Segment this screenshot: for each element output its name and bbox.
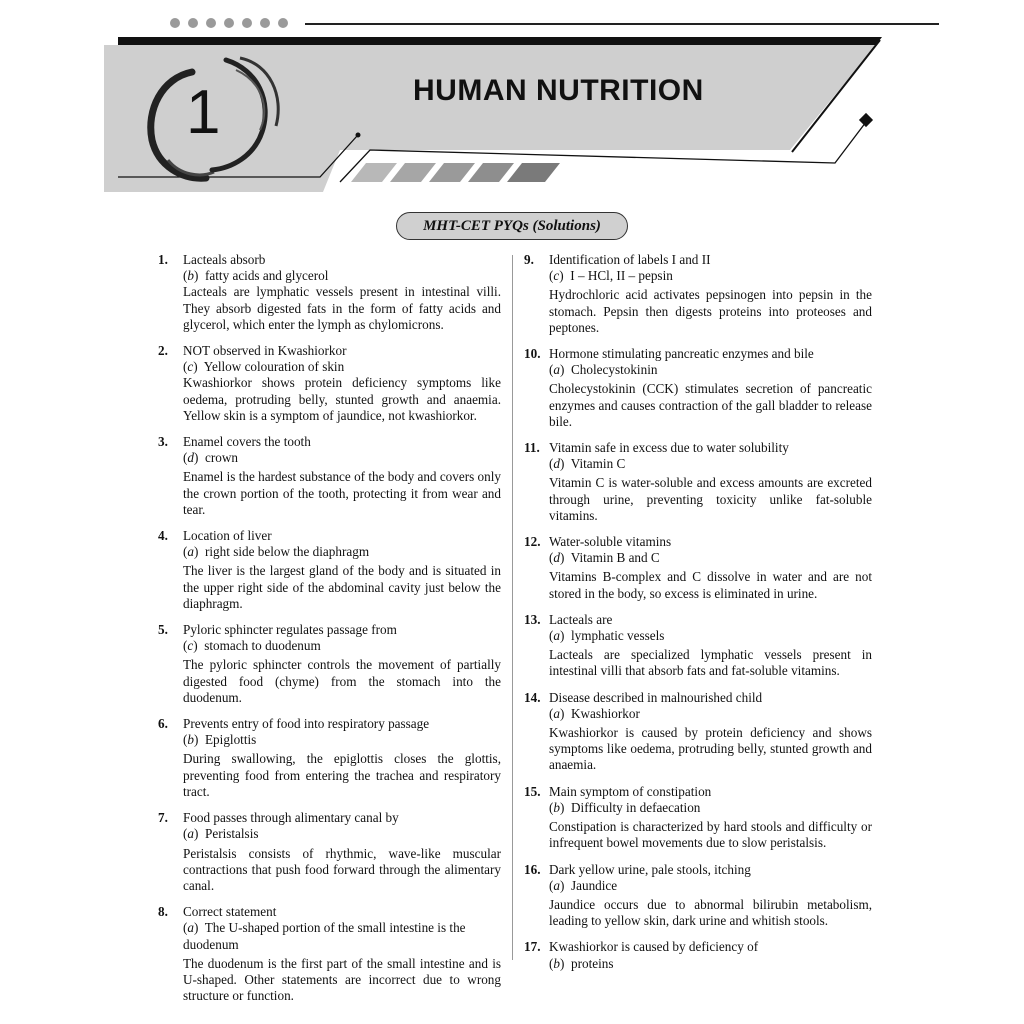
answer-option: a	[187, 826, 194, 842]
answer-text: fatty acids and glycerol	[205, 268, 329, 284]
question-number: 10.	[524, 346, 541, 362]
answer-option: a	[553, 705, 560, 721]
answer-text: Peristalsis	[205, 826, 259, 842]
answer-option: a	[553, 628, 560, 644]
question-number: 3.	[158, 434, 168, 450]
question-number: 14.	[524, 689, 541, 705]
answer-line: (d) crown	[183, 450, 238, 466]
answer-text: I – HCl, II – pepsin	[570, 268, 673, 284]
section-title: MHT-CET PYQs (Solutions)	[423, 217, 601, 234]
answer-text: Jaundice	[571, 877, 618, 893]
answer-line: (c) I – HCl, II – pepsin	[549, 268, 673, 284]
question-text: Disease described in malnourished child	[549, 689, 763, 705]
answer-text: Cholecystokinin	[571, 362, 658, 378]
question-number: 2.	[158, 343, 168, 359]
question-text: Vitamin safe in excess due to water solubility	[549, 440, 789, 456]
solution-item	[524, 784, 872, 852]
explanation-text: Enamel is the hardest substance of the body and covers only the crown portion of the tooth, protecting it from wear and tear.	[183, 469, 501, 517]
question-number: 15.	[524, 783, 541, 799]
explanation-text: Vitamin C is water-soluble and excess amounts are excreted through urine, preventing toxicity unlike fat-soluble vitamins.	[549, 475, 872, 523]
answer-line: (d) Vitamin C	[549, 456, 626, 472]
answer-line: (a) Jaundice	[549, 877, 618, 893]
answer-text: The U-shaped portion of the small intestine is the duodenum	[183, 920, 466, 952]
column-divider	[512, 255, 513, 960]
explanation-text: Kwashiorkor is caused by protein deficiency and shows symptoms like oedema, protruding belly, stunted growth and anaemia.	[549, 725, 872, 773]
answer-text: lymphatic vessels	[571, 628, 665, 644]
answer-option: a	[553, 362, 560, 378]
answer-option: d	[553, 550, 560, 566]
answer-line: (d) Vitamin B and C	[549, 550, 660, 566]
answer-text: crown	[205, 450, 238, 466]
solution-item	[158, 252, 501, 333]
solution-item	[524, 534, 872, 602]
question-text: Water-soluble vitamins	[549, 534, 672, 550]
answer-text: right side below the diaphragm	[205, 544, 370, 560]
question-number: 8.	[158, 904, 168, 920]
answer-line: (b) proteins	[549, 955, 614, 971]
question-text: Identification of labels I and II	[549, 252, 711, 267]
question-text: Lacteals absorb	[183, 252, 266, 267]
answer-text: Difficulty in defaecation	[571, 799, 701, 815]
answer-line: (a) Kwashiorkor	[549, 705, 640, 721]
answer-text: Yellow colouration of skin	[203, 359, 345, 375]
solution-item	[158, 434, 501, 518]
question-text: Dark yellow urine, pale stools, itching	[549, 861, 751, 877]
question-number: 12.	[524, 534, 541, 550]
answer-option: c	[187, 359, 194, 375]
answer-option: d	[187, 450, 194, 466]
explanation-text: Vitamins B-complex and C dissolve in water and are not stored in the body, so excess is eliminated in urine.	[549, 569, 872, 601]
question-text: Enamel covers the tooth	[183, 434, 311, 450]
explanation-text: Jaundice occurs due to abnormal bilirubin metabolism, leading to yellow skin, dark urine and whitish stools.	[549, 896, 872, 929]
solution-item	[158, 528, 501, 612]
answer-line: (b) Difficulty in defaecation	[549, 799, 701, 815]
answer-line: (b) fatty acids and glycerol	[183, 268, 329, 284]
solution-item	[524, 346, 872, 430]
answer-line: (c) Yellow colouration of skin	[183, 359, 345, 375]
explanation-text: The liver is the largest gland of the body and is situated in the upper right side of the abdominal cavity just below the diaphragm.	[183, 563, 501, 611]
question-number: 6.	[158, 716, 168, 732]
answer-option: b	[187, 732, 194, 748]
solution-item	[158, 343, 501, 424]
question-number: 9.	[524, 252, 534, 267]
question-number: 17.	[524, 939, 541, 955]
explanation-text: Lacteals are specialized lymphatic vessels present in intestinal villi that absorb fats and fat-soluble vitamins.	[549, 647, 872, 679]
question-text: NOT observed in Kwashiorkor	[183, 343, 347, 359]
explanation-text: The pyloric sphincter controls the movement of partially digested food (chyme) from the stomach into the duodenum.	[183, 657, 501, 705]
chapter-title: HUMAN NUTRITION	[413, 74, 704, 107]
question-number: 16.	[524, 861, 541, 877]
solution-item	[158, 716, 501, 800]
answer-line: (c) stomach to duodenum	[183, 638, 321, 654]
question-text: Hormone stimulating pancreatic enzymes and bile	[549, 346, 814, 362]
answer-text: Epiglottis	[205, 732, 257, 748]
answer-option: c	[187, 638, 194, 654]
solution-item	[524, 252, 872, 336]
solution-item	[158, 622, 501, 706]
solution-item	[524, 440, 872, 524]
answer-option: b	[553, 799, 560, 815]
left-column	[158, 252, 501, 1014]
question-text: Kwashiorkor is caused by deficiency of	[549, 939, 759, 955]
answer-line: (a) The U-shaped portion of the small intestine is the duodenum	[183, 920, 466, 952]
question-number: 4.	[158, 528, 168, 544]
answer-line: (a) Cholecystokinin	[549, 362, 658, 378]
answer-line: (b) Epiglottis	[183, 732, 257, 748]
question-number: 13.	[524, 611, 541, 627]
question-text: Pyloric sphincter regulates passage from	[183, 622, 397, 638]
answer-option: a	[553, 877, 560, 893]
solution-item	[524, 690, 872, 774]
answer-line: (a) right side below the diaphragm	[183, 544, 370, 560]
question-text: Correct statement	[183, 904, 277, 920]
answer-option: a	[187, 920, 194, 936]
explanation-text: The duodenum is the first part of the small intestine and is U-shaped. Other statements are incorrect due to wrong structure or function.	[183, 955, 501, 1004]
question-text: Lacteals are	[549, 611, 613, 627]
answer-option: c	[553, 268, 560, 284]
explanation-text: Constipation is characterized by hard stools and difficulty or infrequent bowel movements due to slow peristalsis.	[549, 819, 872, 851]
answer-option: b	[553, 955, 560, 971]
answer-text: proteins	[571, 955, 614, 971]
answer-option: d	[553, 456, 560, 472]
solution-item	[524, 612, 872, 680]
question-text: Location of liver	[183, 528, 272, 544]
question-text: Food passes through alimentary canal by	[183, 810, 399, 826]
answer-option: b	[187, 268, 194, 284]
explanation-text: During swallowing, the epiglottis closes the glottis, preventing food from entering the trachea and respiratory tract.	[183, 751, 501, 799]
solution-item	[158, 904, 501, 1004]
explanation-text: Kwashiorkor shows protein deficiency symptoms like oedema, protruding belly, stunted growth and anaemia. Yellow skin is a symptom of jaundice, not kwashiorkor.	[183, 375, 501, 423]
solution-item	[524, 939, 872, 971]
answer-text: Vitamin B and C	[570, 550, 660, 566]
explanation-text: Lacteals are lymphatic vessels present in intestinal villi. They absorb digested fats in the form of fatty acids and glycerol, which enter the lymph as chylomicrons.	[183, 284, 501, 332]
explanation-text: Peristalsis consists of rhythmic, wave-like muscular contractions that push food forward through the alimentary canal.	[183, 845, 501, 893]
section-title-badge	[396, 212, 628, 240]
solution-item	[158, 810, 501, 894]
question-number: 7.	[158, 810, 168, 826]
question-number: 11.	[524, 440, 540, 456]
answer-line: (a) Peristalsis	[183, 826, 259, 842]
answer-text: Kwashiorkor	[571, 705, 640, 721]
explanation-text: Hydrochloric acid activates pepsinogen into pepsin in the stomach. Pepsin then digests proteins into proteoses and peptones.	[549, 287, 872, 335]
answer-text: stomach to duodenum	[204, 638, 321, 654]
question-text: Prevents entry of food into respiratory passage	[183, 716, 430, 732]
right-column	[524, 252, 872, 982]
question-text: Main symptom of constipation	[549, 783, 712, 799]
solution-item	[524, 862, 872, 930]
answer-text: Vitamin C	[570, 456, 626, 472]
explanation-text: Cholecystokinin (CCK) stimulates secretion of pancreatic enzymes and causes contraction of the gall bladder to release bile.	[549, 381, 872, 429]
answer-option: a	[187, 544, 194, 560]
question-number: 5.	[158, 622, 168, 638]
answer-line: (a) lymphatic vessels	[549, 628, 665, 644]
chapter-number: 1	[186, 78, 221, 147]
question-number: 1.	[158, 252, 168, 267]
